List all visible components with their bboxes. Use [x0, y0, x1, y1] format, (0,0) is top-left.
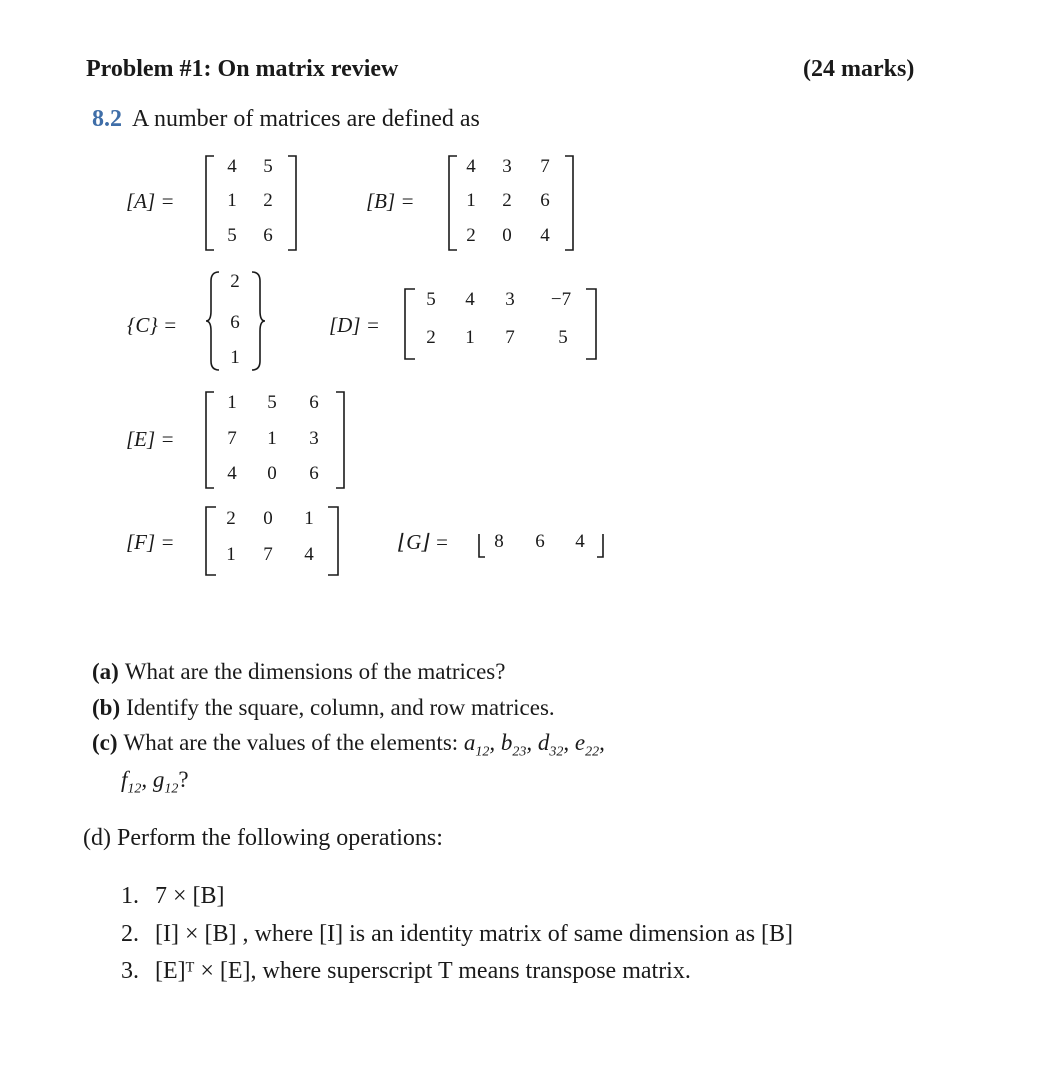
matrix-e-cell: 5 — [267, 392, 277, 413]
question-a-text: What are the dimensions of the matrices? — [124, 659, 506, 684]
matrix-b-cell: 7 — [540, 156, 550, 177]
matrix-b-cell: 4 — [466, 156, 476, 177]
question-b-text: Identify the square, column, and row matrices. — [126, 695, 555, 720]
matrix-a-cell: 4 — [227, 156, 237, 177]
matrix-g-right-bracket — [596, 533, 604, 559]
problem-title: Problem #1: On matrix review — [86, 56, 399, 82]
matrix-c-left-brace — [205, 271, 221, 371]
matrix-f-cell: 1 — [226, 544, 236, 565]
element-a12: $a_{12}$ — [463, 730, 490, 760]
matrix-d-cell: −7 — [550, 289, 572, 310]
matrix-b-cell: 2 — [466, 225, 476, 246]
matrix-e-cell: 7 — [227, 428, 237, 449]
matrix-d-cell: 3 — [505, 289, 515, 310]
matrix-a-right-bracket — [287, 155, 297, 251]
matrix-b-cell: 4 — [540, 225, 550, 246]
matrix-e-cell: 4 — [227, 463, 237, 484]
problem-number: 8.2 — [92, 106, 122, 132]
question-c-elements-line1: $a_{12}$, $b_{23}$, $d_{32}$, $e_{22}$, — [463, 730, 605, 760]
operation-number: 2. — [121, 921, 139, 947]
matrix-d-cell: 1 — [465, 327, 475, 348]
matrix-g-cell: 6 — [535, 531, 545, 552]
operation-item-3 — [121, 958, 691, 985]
question-b — [92, 695, 555, 721]
matrix-a-left-bracket — [205, 155, 215, 251]
matrix-e-cell: 0 — [267, 463, 277, 484]
matrix-d-left-bracket — [404, 288, 416, 360]
matrix-d-cell: 4 — [465, 289, 475, 310]
matrix-c-cell: 1 — [230, 347, 240, 368]
element-b23: $b_{23}$ — [500, 730, 527, 760]
matrix-b-cell: 1 — [466, 190, 476, 211]
operation-item-2 — [121, 921, 793, 948]
operation-text: 7 × [B] — [155, 883, 225, 909]
matrix-e-left-bracket — [205, 391, 215, 489]
matrix-e-right-bracket — [335, 391, 345, 489]
matrix-c-cell: 6 — [230, 312, 240, 333]
operation-text: [E]ᵀ × [E], where superscript T means transpose matrix. — [155, 958, 691, 984]
question-c — [92, 730, 605, 761]
matrix-e-cell: 1 — [267, 428, 277, 449]
question-a — [92, 659, 505, 685]
matrix-e-label: [E] = — [126, 427, 175, 451]
matrix-f-left-bracket — [205, 506, 217, 576]
matrix-b-label: [B] = — [366, 189, 415, 213]
matrix-g-cell: 4 — [575, 531, 585, 552]
operation-item-1 — [121, 883, 225, 910]
question-d: (d) Perform the following operations: — [83, 825, 443, 851]
matrix-b-cell: 0 — [502, 225, 512, 246]
question-b-tag: (b) — [92, 695, 121, 720]
matrix-a-cell: 1 — [227, 190, 237, 211]
matrix-f-label: [F] = — [126, 530, 175, 554]
intro-text: A number of matrices are defined as — [132, 106, 480, 132]
matrix-e-cell: 1 — [227, 392, 237, 413]
element-d32: $d_{32}$ — [537, 730, 564, 760]
matrix-b-cell: 6 — [540, 190, 550, 211]
matrix-a-cell: 5 — [263, 156, 273, 177]
matrix-e-cell: 6 — [309, 392, 319, 413]
matrix-b-right-bracket — [564, 155, 574, 251]
matrix-d-label: [D] = — [329, 313, 380, 337]
element-g12: $g_{12}$ — [152, 767, 179, 797]
matrix-d-cell: 2 — [426, 327, 436, 348]
matrix-d-cell: 7 — [505, 327, 515, 348]
question-c-tag: (c) — [92, 730, 118, 755]
matrix-d-right-bracket — [585, 288, 597, 360]
matrix-g-cell: 8 — [494, 531, 504, 552]
matrix-d-cell: 5 — [558, 327, 568, 348]
matrix-a-cell: 2 — [263, 190, 273, 211]
operation-text: [I] × [B] , where [I] is an identity matrix of same dimension as [B] — [155, 921, 794, 947]
matrix-g-left-bracket — [478, 533, 486, 559]
matrix-c-cell: 2 — [230, 271, 240, 292]
matrix-f-right-bracket — [327, 506, 339, 576]
operation-number: 1. — [121, 883, 139, 909]
matrix-f-cell: 7 — [263, 544, 273, 565]
question-c-elements-line2: $f_{12}$, $g_{12}$? — [121, 767, 189, 797]
matrix-d-cell: 5 — [426, 289, 436, 310]
matrix-b-cell: 2 — [502, 190, 512, 211]
matrix-b-left-bracket — [448, 155, 458, 251]
matrix-f-cell: 2 — [226, 508, 236, 529]
question-c-text: What are the values of the elements: — [123, 730, 459, 755]
marks-label: (24 marks) — [803, 56, 915, 82]
matrix-g-label: ⌊G⌋ = — [398, 530, 449, 554]
matrix-a-cell: 5 — [227, 225, 237, 246]
matrix-e-cell: 6 — [309, 463, 319, 484]
matrix-e-cell: 3 — [309, 428, 319, 449]
element-e22: $e_{22}$ — [574, 730, 600, 760]
matrix-b-cell: 3 — [502, 156, 512, 177]
matrix-f-cell: 1 — [304, 508, 314, 529]
element-f12: $f_{12}$ — [121, 767, 142, 797]
operation-number: 3. — [121, 958, 139, 984]
matrix-f-cell: 0 — [263, 508, 273, 529]
intro-line — [92, 106, 480, 133]
matrix-c-right-brace — [250, 271, 266, 371]
matrix-c-label: {C} = — [127, 313, 178, 337]
matrix-a-label: [A] = — [126, 189, 175, 213]
matrix-a-cell: 6 — [263, 225, 273, 246]
question-a-tag: (a) — [92, 659, 119, 684]
matrix-f-cell: 4 — [304, 544, 314, 565]
